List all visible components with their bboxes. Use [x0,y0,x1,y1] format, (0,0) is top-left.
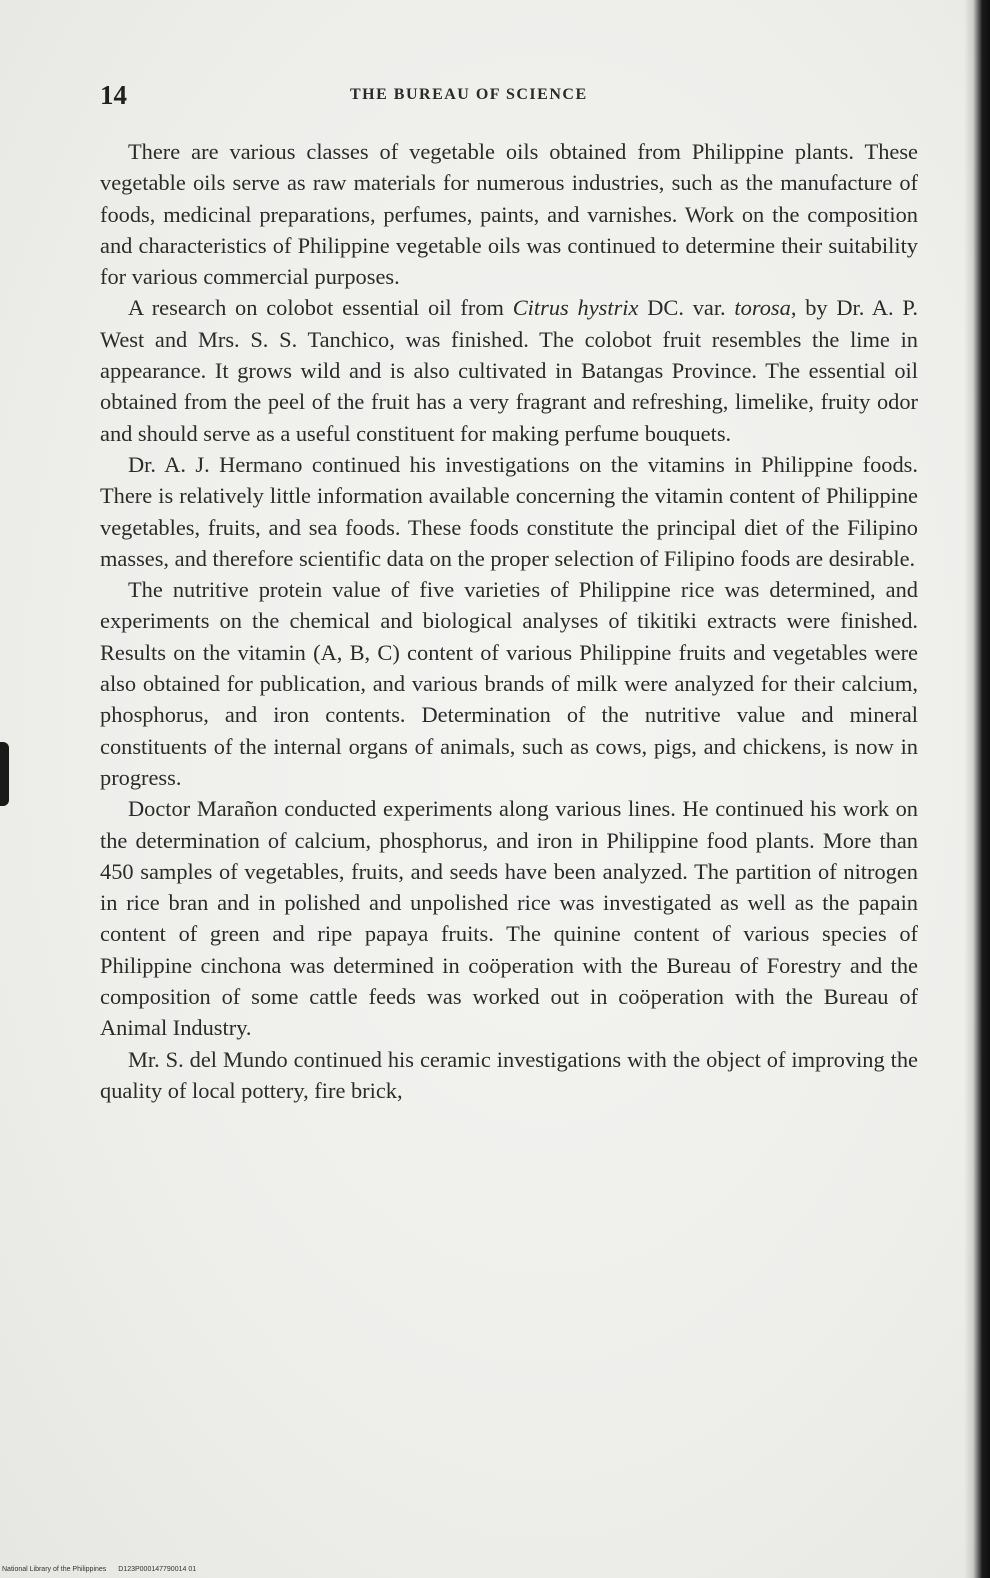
species-name: Citrus hystrix [512,295,639,321]
colobot-text-before: A research on colobot essential oil from [128,295,513,321]
page-number: 14 [100,80,127,110]
left-margin-mark [0,742,9,806]
library-credit: National Library of the Philippines [2,1566,107,1573]
paragraph-colobot-oil [100,292,918,448]
page-header [100,80,920,114]
colobot-text-after: , by Dr. A. P. West and Mrs. S. S. Tanchico, was finished. The colobot fruit resembles the lime in appearance. It grows wild and is also cultivated in Batangas Province. The essential oil obtained from the peel of the fruit has a very fragrant and refreshing, limelike, fruity odor and should serve as a useful constituent for making perfume bouquets. [100,295,918,446]
scan-footer [2,1566,206,1573]
book-gutter-shadow [964,0,990,1578]
paragraph-vegetable-oils: There are various classes of vegetable oils obtained from Philippine plants. These vegetable oils serve as raw materials for numerous industries, such as the manufacture of foods, medicinal preparations, perfumes, paints, and varnishes. Work on the composition and characteristics of Philippine vegetable oils was continued to determine their suitability for various commercial purposes. [100,139,918,290]
paragraph-rice-protein: The nutritive protein value of five varieties of Philippine rice was determined, and experiments on the chemical and biological analyses of tikitiki extracts were finished. Results on the vitamin (A, B, C) content of various Philippine fruits and vegetables were also obtained for publication, and various brands of milk were analyzed for their calcium, phosphorus, and iron contents. Determination of the nutritive value and mineral constituents of the internal organs of animals, such as cows, pigs, and chickens, is now in progress. [100,577,918,790]
body-text [100,136,918,1106]
colobot-text-mid: DC. var. [638,295,735,321]
scan-identifier: D123P000147790014 01 [118,1566,197,1573]
paragraph-vitamins: Dr. A. J. Hermano continued his investigations on the vitamins in Philippine foods. There is relatively little information available concerning the vitamin content of Philippine vegetables, fruits, and sea foods. These foods constitute the principal diet of the Filipino masses, and therefore scientific data on the proper selection of Filipino foods are desirable. [100,451,918,571]
variety-name: torosa [734,295,791,321]
running-head: THE BUREAU OF SCIENCE [350,86,588,103]
paragraph-maranon: Doctor Marañon conducted experiments along various lines. He continued his work on the determination of calcium, phosphorus, and iron in Philippine food plants. More than 450 samples of vegetables, fruits, and seeds have been analyzed. The partition of nitrogen in rice bran and in polished and unpolished rice was investigated as well as the papain content of green and ripe papaya fruits. The quinine content of various species of Philippine cinchona was determined in coöperation with the Bureau of Forestry and the composition of some cattle feeds was worked out in coöperation with the Bureau of Animal Industry. [100,796,918,1041]
paragraph-ceramics: Mr. S. del Mundo continued his ceramic investigations with the object of improving the quality of local pottery, fire brick, [100,1046,918,1103]
